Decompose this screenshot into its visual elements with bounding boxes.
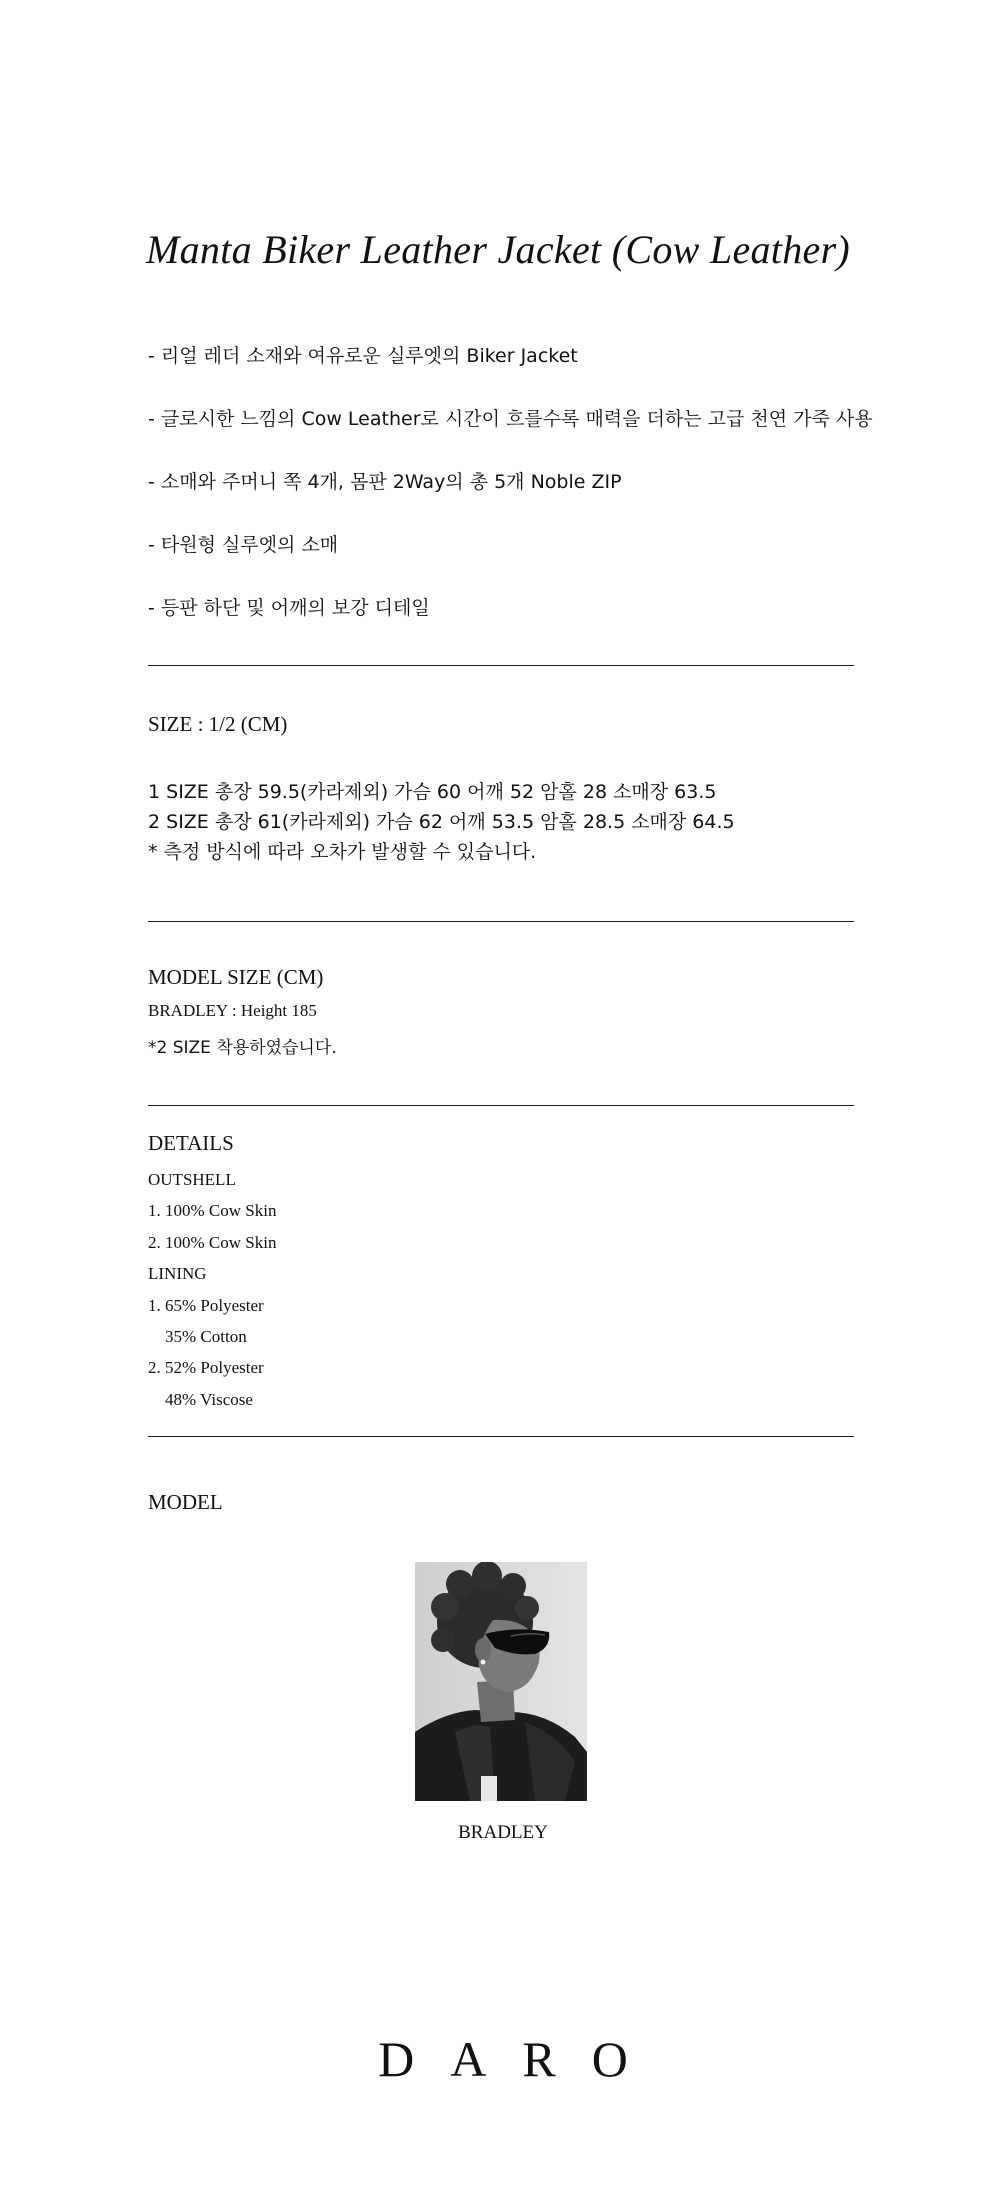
feature-item: - 등판 하단 및 어깨의 보강 디테일	[148, 597, 430, 619]
model-size-heading: MODEL SIZE (CM)	[148, 965, 324, 989]
section-divider	[148, 665, 854, 666]
brand-logo: DARO	[378, 2031, 664, 2087]
detail-line: 2. 52% Polyester	[148, 1358, 264, 1378]
model-photo	[415, 1562, 587, 1801]
detail-line: 35% Cotton	[165, 1326, 247, 1346]
feature-item: - 타원형 실루엣의 소매	[148, 534, 339, 556]
size-line: 1 SIZE 총장 59.5(카라제외) 가슴 60 어깨 52 암홀 28 소매장 63.5	[148, 781, 717, 803]
detail-line: 48% Viscose	[165, 1389, 253, 1409]
model-heading: MODEL	[148, 1490, 223, 1514]
size-info	[148, 777, 735, 867]
model-caption: BRADLEY	[458, 1822, 548, 1843]
model-size-note: *2 SIZE 착용하였습니다.	[148, 1038, 337, 1058]
feature-item: - 글로시한 느낌의 Cow Leather로 시간이 흐를수록 매력을 더하는 고급 천연 가죽 사용	[148, 408, 873, 430]
detail-line: 1. 65% Polyester	[148, 1295, 264, 1315]
size-line: 2 SIZE 총장 61(카라제외) 가슴 62 어깨 53.5 암홀 28.5 소매장 64.5	[148, 811, 735, 833]
details-list	[148, 1164, 276, 1415]
size-note: * 측정 방식에 따라 오차가 발생할 수 있습니다.	[148, 841, 537, 863]
section-divider	[148, 921, 854, 922]
section-divider	[148, 1105, 854, 1106]
section-divider	[148, 1436, 854, 1437]
detail-line: 1. 100% Cow Skin	[148, 1201, 277, 1221]
details-heading: DETAILS	[148, 1131, 234, 1155]
model-size-line: BRADLEY : Height 185	[148, 1001, 317, 1020]
feature-item: - 소매와 주머니 쪽 4개, 몸판 2Way의 총 5개 Noble ZIP	[148, 471, 622, 493]
detail-label: LINING	[148, 1264, 207, 1284]
size-heading: SIZE : 1/2 (CM)	[148, 712, 288, 736]
feature-item: - 리얼 레더 소재와 여유로운 실루엣의 Biker Jacket	[148, 345, 578, 367]
product-title: Manta Biker Leather Jacket (Cow Leather)	[146, 227, 851, 272]
detail-label: OUTSHELL	[148, 1170, 236, 1189]
detail-line: 2. 100% Cow Skin	[148, 1232, 277, 1252]
feature-list	[148, 342, 908, 657]
